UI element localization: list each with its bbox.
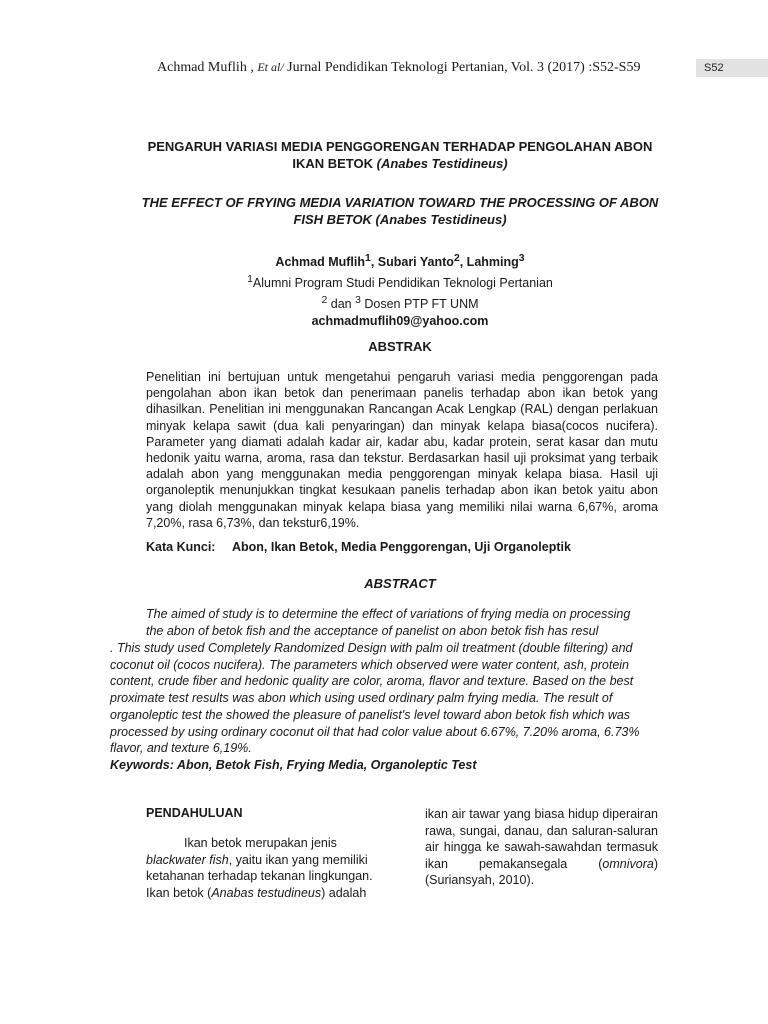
kata-kunci-label: Kata Kunci: (146, 540, 216, 554)
title-en-line2: FISH BETOK (Anabes Testidineus) (293, 212, 507, 227)
page-number-tab: S52 (696, 59, 768, 77)
abstract-line-4: coconut oil (cocos nucifera). The parameters which observed were water content, ash, protein (110, 658, 630, 672)
title-english (120, 194, 680, 228)
intro-paragraph-left: Ikan betok merupakan jenis blackwater fish, yaitu ikan yang memiliki ketahanan terhadap tekanan lingkungan. Ikan betok (Anabas testudineus) adalah (146, 836, 373, 900)
affiliation-1: $^1$Alumni Program Studi Pendidikan Teknologi Pertanian (247, 274, 553, 291)
running-header (157, 60, 677, 76)
abstract-heading: ABSTRACT (364, 576, 436, 591)
abstract-line-2: the abon of betok fish and the acceptance of panelist on abon betok fish has resul (146, 624, 599, 638)
author-names: Achmad Muflih$^1$, Subari Yanto$^2$, Lahming$^3$ (275, 253, 525, 270)
header-author: Achmad Muflih , (157, 60, 254, 75)
kata-kunci-value: Abon, Ikan Betok, Media Penggorengan, Uji Organoleptik (232, 540, 571, 554)
keywords-english: Keywords: Abon, Betok Fish, Frying Media, Organoleptic Test (110, 758, 477, 772)
author-email[interactable]: achmadmuflih09@yahoo.com (311, 314, 489, 329)
abstract-line-8: processed by using ordinary coconut oil that had color value about 6.67%, 7.20% aroma, 6.73% (110, 725, 640, 739)
header-etal: Et al/ (257, 60, 284, 74)
title-id-line1: PENGARUH VARIASI MEDIA PENGGORENGAN TERHADAP PENGOLAHAN ABON (147, 139, 653, 154)
title-id-line2 (120, 155, 680, 172)
abstract-line-6: proximate test results was abon which using used ordinary palm frying media. The result of (110, 691, 613, 705)
author-block (120, 250, 680, 330)
section-heading-pendahuluan: PENDAHULUAN (146, 806, 243, 820)
title-en-line1: THE EFFECT OF FRYING MEDIA VARIATION TOWARD THE PROCESSING OF ABON (141, 195, 659, 210)
abstrak-heading: ABSTRAK (368, 339, 432, 354)
abstract-line-5: content, crude fiber and hedonic quality are color, aroma, flavor and texture. Based on the best (110, 674, 634, 688)
header-journal: Jurnal Pendidikan Teknologi Pertanian, Vol. 3 (2017) :S52-S59 (287, 60, 641, 75)
abstract-line-1: The aimed of study is to determine the effect of variations of frying media on processing (146, 607, 631, 621)
abstract-line-7: organoleptic test the showed the pleasure of panelist's level toward abon betok fish which was (110, 708, 631, 722)
title-indonesian (120, 138, 680, 172)
title-id-line2-main: IKAN BETOK (292, 156, 374, 171)
abstract-line-3: . This study used Completely Randomized Design with palm oil treatment (double filtering) and (110, 641, 633, 655)
affiliation-2: $^2$ dan $^3$ Dosen PTP FT UNM (321, 295, 479, 312)
abstract-line-9: flavor, and texture 6,19%. (110, 741, 252, 755)
kata-kunci (146, 540, 666, 554)
intro-paragraph-right: ikan air tawar yang biasa hidup diperairan rawa, sungai, danau, dan saluran-saluran air hingga ke sawah-sawahdan termasuk ikan pemakansegala (omnivora) (Suriansyah, 2010). (425, 807, 658, 887)
title-id-species: (Anabes Testidineus) (376, 156, 508, 171)
intro-column-right (425, 806, 658, 889)
intro-column-left (146, 835, 378, 901)
abstrak-body: Penelitian ini bertujuan untuk mengetahui pengaruh variasi media penggorengan pada pengolahan abon ikan betok dan penerimaan panelis terhadap abon ikan betok yang dihasilkan. Penelitian ini menggunakan Rancangan Acak Lengkap (RAL) dengan perlakuan minyak kelapa sawit (dua kali penyaringan) dan minyak kelapa biasa(cocos nucifera). Parameter yang diamati adalah kadar air, kadar abu, kadar protein, serat kasar dan mutu hedonik yaitu warna, aroma, rasa dan tekstur. Berdasarkan hasil uji proksimat yang terbaik adalah abon yang menggunakan media penggorengan minyak kelapa biasa. Hasil uji organoleptik menunjukkan tingkat kesukaan panelis terhadap abon ikan betok yaitu abon yang diolah menggunakan minyak kelapa biasa yang memiliki nilai warna 6,67%, aroma 7,20%, rasa 6,73%, dan tekstur6,19%. (146, 370, 658, 530)
